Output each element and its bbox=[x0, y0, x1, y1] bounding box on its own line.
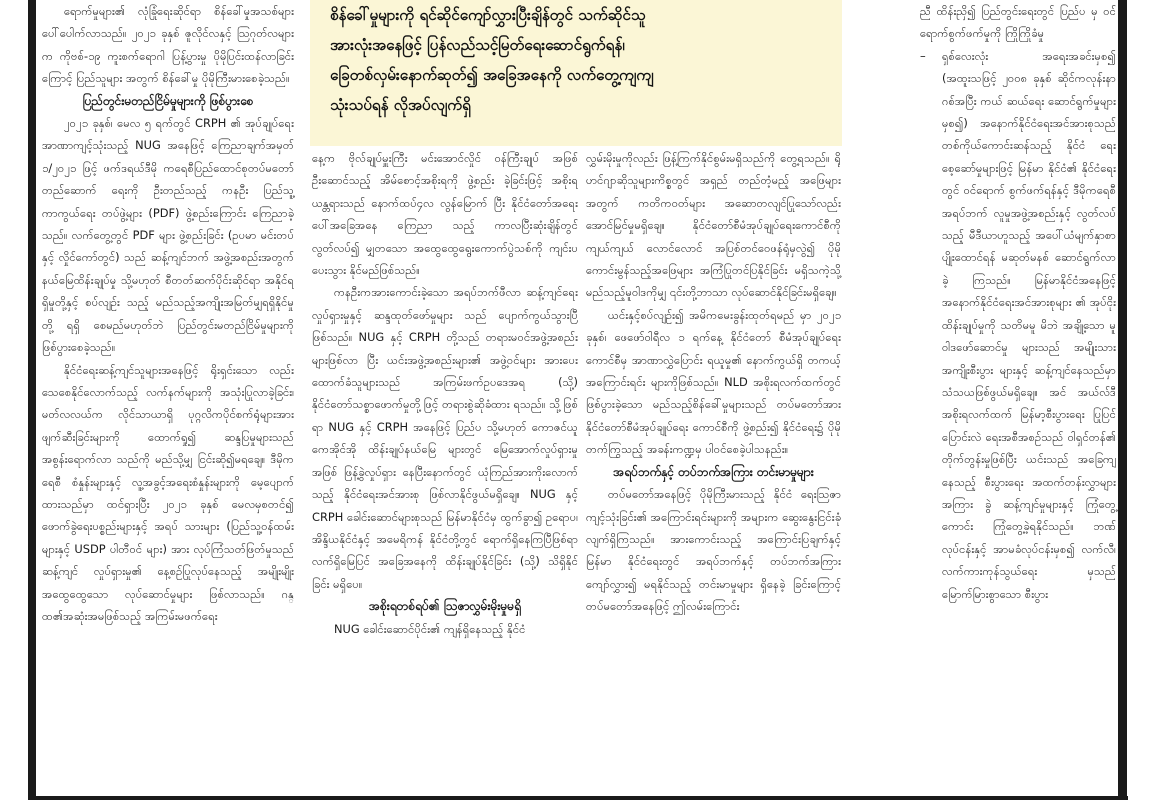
paragraph: ကနဦးကအားကောင်းခဲ့သော အရပ်ဘက်ဖီလာ ဆန့်ကျင်ရေးလှုပ်ရှားမှုနှင့် ဆန္ဒထုတ်ဖော်မှုများ သည် ပျောက်ကွယ်သွားပြီဖြစ်သည်။ NUG နှင့် CRPH တို့သည် တရားမဝင်အဖွဲ့အစည်းများဖြစ်လာ ပြီး ယင်းအဖွဲ့အစည်းများ၏ အဖွဲ့ဝင်များ အားပေး ထောက်ခံသူများသည် အကြမ်းဖက်ဥပဒေအရ (သို့) နိုင်ငံတော်သစ္စာဖောက်မှုတို့ဖြင့် တရားစွဲဆိုခံထား ရသည်။ သို့ဖြစ်ရာ NUG နှင့် CRPH အနေဖြင့် ပြည်ပ သို့မဟုတ် ကောဇင်ယူကေအိုင်အို ထိန်းချုပ်နယ်မြေ များတွင် မြေအောက်လှုပ်ရှားမှုအဖြစ် ဖြန့်ခွဲလှုပ်ရှား နေပြီးနောက်တွင် ယုံကြည်အားကိုးလောက်သည့် နိုင်ငံရေးအင်အားစု ဖြစ်လာနိုင်ဖွယ်မရှိချေ။ NUG နှင့် CRPH ခေါင်းဆောင်များစုသည် မြန်မာနိုင်ငံမှ ထွက်ခွာ၍ ဥရောပ၊ အိန္ဒိယနိုင်ငံနှင့် အမေရိကန် နိုင်ငံတို့တွင် ရောက်ရှိနေကြပြီဖြစ်ရာ လက်ရှိမြေပြင် အခြေအနေကို ထိန်းချုပ်နိုင်ခြင်း (သို့) သိရှိနိုင် ခြင်း မရှိပေ။ bbox=[312, 285, 578, 591]
paragraph: NUG ခေါင်းဆောင်ပိုင်း၏ ကျန်ရှိနေသည့် နိုင်ငံ bbox=[334, 621, 526, 636]
bullet-text: ရှစ်လေးလုံး အရေးအခင်းမှစ၍ (အထူးသဖြင့် ၂၀၀၈ ခုနှစ် ဆိုင်ကလုန်းနာဂစ်အပြီး ကယ် ဆယ်ရေး ဆောင်ရွက်မှုများမှစ၍) အနောက်နိုင်ငံရေးအင်အားစုသည် တစ်ကိုယ်ကောင်းဆန်သည့် နိုင်ငံ ရေး စေ့ဆော်မှုများဖြင့် မြန်မာ နိုင်ငံ၏ နိုင်ငံရေးတွင် ဝင်ရောက် စွက်ဖက်ရန်နှင့် ဒီမိုကရေစီ အရပ်ဘက် လူမှုအဖွဲ့အစည်းနှင့် လွတ်လပ်သည့် မီဒီယာဟူသည့် အပေါ်ယံမျက်နှာစာ ပျိုးထောင်ရန် မဆုတ်မနစ် ဆောင်ရွက်လာခဲ့ ကြသည်။ မြန်မာနိုင်ငံအနေဖြင့် အနောက်နိုင်ငံရေးအင်အားစုများ ၏ အုပ်ငိုးထိန်းချုပ်မှုကို သတိမမူ မိဘဲ အချို့သော မူဝါဒဖော်ဆောင်မှု များသည် အမျိုးသားအကျိုးစီးပွား များနှင့် ဆန့်ကျင်နေသည်မှာ သံသယဖြစ်ဖွယ်မရှိချေ။ အင် အယ်လ်ဒီ အစိုးရလက်ထက် မြန်မာ့စီးပွားရေး ပြုပြင်ပြောင်းလဲ ရေးအစီအစဉ်သည် ဝါရှင်တန်၏ တိုက်တွန်းမှုဖြစ်ပြီး ယင်းသည် အခြေကျနေသည့် စီးပွားရေး အထက်တန်းလွှာများအကြား ခွဲ ဆန့်ကျင်မှုများနှင့် ကြုံတွေ့ကောင်း ကြုံတွေ့ခဲ့ရနိုင်သည်။ ဘဏ် လုပ်ငန်းနှင့် အာမခံလုပ်ငန်းမှစ၍ လက်လီ၊ လက်ကားကုန်သွယ်ရေး မှသည် မြောက်မြားစွာသော စီးပွား bbox=[942, 48, 1116, 601]
paragraph: နိုင်ငံရေးဆန့်ကျင်သူများအနေဖြင့် ရိုးရှင်းသော လည်း သေစေနိုင်လောက်သည့် လက်နက်များကို အသုံးပြုလာခဲ့ခြင်း၊ မတ်လလယ်က လိုင်သာယာရှိ ပုဂ္ဂလိကပိုင်စက်ရုံများအား ဖျက်ဆီးခြင်းများကို ထောက်ရှု၍ ဆန္ဒပြမှုများသည် အစွန်းရောက်လာ သည်ကို မည်သို့မျှ ငြင်းဆို၍မရချေ။ ဒီမိုကရေစီ စံနှုန်းများနှင့် လူ့အခွင့်အရေးစံနှုန်းများကို မေ့ပျောက်ထားသည်မှာ ထင်ရှားပြီး ၂၀၂၁ ခုနှစ် မေလမှစတင်၍ ဖောက်ခွဲရေးပစ္စည်းများနှင့် အရပ် သားများ (ပြည်သူ့ဝန်ထမ်းများနှင့် USDP ပါတီဝင် များ) အား လုပ်ကြံသတ်ဖြတ်မှုသည် ဆန့်ကျင် လှုပ်ရှားမှု၏ နေ့စဉ်ပြုလုပ်နေသည့် အမျိုးမျိုး အထွေထွေသော လုပ်ဆောင်မှုများ ဖြစ်လာသည်။ ဂန္ထ၏အဆုံးအမဖြစ်သည့် အကြမ်းမဖက်ရေး bbox=[42, 362, 294, 623]
pull-quote-line: အားလုံးအနေဖြင့် ပြန်လည်သင့်မြတ်ရေးဆောင်ရွက်ရန်၊ bbox=[330, 36, 625, 54]
column-left bbox=[42, 0, 294, 627]
paragraph: လွှမ်းမိုးမှုကိုလည်း ဖြန့်ကြက်နိုင်စွမ်းမရှိသည်ကို တွေ့ရသည်။ ရိုဟင်ဂျာဆိုသူများကိစ္စတွင် အရှည် တည်တံ့မည့် အဖြေများအတွက် ကတိကဝတ်များ အဆောတလျင်ပြုသော်လည်း အောင်မြင်မှုမရှိချေ။ နိုင်ငံတော်စီမံအုပ်ချုပ်ရေးကောင်စီကို ကျယ်ကျယ် လောင်လောင် အပြစ်တင်ဝေဖန်ရုံမှလွဲ၍ ပိုမို ကောင်းမွန်သည့်အဖြေများ အကြံပြုတင်ပြနိုင်ခြင်း မရှိသကဲ့သို့ မည်သည့်မူဝါဒကိုမျှ ၎င်းတို့ဘာသာ လုပ်ဆောင်နိုင်ခြင်းမရှိချေ။ bbox=[586, 151, 841, 300]
subheading: ပြည်တွင်းမတည်ငြိမ်မှုများကို ဖြစ်ပွားစေ bbox=[82, 93, 254, 108]
pull-quote-line: သုံးသပ်ရန် လိုအပ်လျက်ရှိ bbox=[330, 96, 471, 114]
paragraph: တပ်မတော်အနေဖြင့် ပိုမိုကြီးမားသည့် နိုင်ငံ ရေးသြဇာကျင့်သုံးခြင်း၏ အကြောင်းရင်းများကို အများက ဆွေးနွေးငြင်းခုံလျက်ရှိကြသည်။ အားကောင်းသည့် အကြောင်းပြချက်နှင့် မြန်မာ နိုင်ငံရေးတွင် အရပ်ဘက်နှင့် တပ်ဘက်အကြား ကျော်လွှား၍ မရနိုင်သည့် တင်းမာမှုများ ရှိနေခဲ့ ခြင်းကြောင့် တပ်မတော်အနေဖြင့် ဤလမ်းကြောင်း bbox=[586, 487, 841, 614]
column-right bbox=[920, 0, 1116, 605]
pull-quote-line: စိန်ခေါ်မှုများကို ရင်ဆိုင်ကျော်လွှားပြီးချိန်တွင် သက်ဆိုင်သူ bbox=[330, 6, 646, 24]
paragraph: ညီ ထိန်းညှိ၍ ပြည်တွင်းရေးတွင် ပြည်ပ မှ ဝင်ရောက်စွက်ဖက်မှုကို ကြိုကြိုခံမှု bbox=[920, 4, 1116, 41]
column-center-left bbox=[312, 147, 578, 640]
left-border-rule bbox=[28, 0, 36, 800]
subheading: အစိုးရတစ်ရပ်၏ သြဇာလွှမ်းမိုးမှုမရှိ bbox=[368, 599, 522, 614]
paragraph: ရောက်မှုများ၏ လုံခြုံရေးဆိုင်ရာ စိန်ခေါ်မှုအသစ်များ ပေါ်ပေါက်လာသည်။ ၂၀၂၁ ခုနှစ် ဇူလိုင်လနှင့် ဩဂုတ်လများက ကိုဗစ်-၁၉ ကူးစက်ရောဂါ ပြန့်ပွားမှု ပိုမိုပြင်းထန်လာခြင်းကြောင့် ပြည်သူများ အတွက် စိန်ခေါ်မှု ပိုမိုကြီးမားစေခဲ့သည်။ bbox=[42, 4, 294, 86]
pull-quote-line: ခြေတစ်လှမ်းနောက်ဆုတ်၍ အခြေအနေကို လက်တွေ့ကျကျ bbox=[330, 66, 654, 84]
paragraph: ယင်းနှင့်စပ်လျဉ်း၍ အမိကမေးခွန်းထုတ်ရမည် မှာ ၂၀၂၁ ခုနှစ်၊ ဖေဖော်ဝါရီလ ၁ ရက်နေ့ နိုင်ငံတော် စီမံအုပ်ချုပ်ရေးကောင်စီမှ အာဏာလွှဲပြောင်း ရယူမှု၏ နောက်ကွယ်ရှိ တကယ့်အကြောင်းရင်း များကိုဖြစ်သည်။ NLD အစိုးရလက်ထက်တွင် ဖြစ်ပွားခဲ့သော မည်သည့်စိန်ခေါ်မှုများသည် တပ်မတော်အား နိုင်ငံတော်စီမံအုပ်ချုပ်ရေး ကောင်စီကို ဖွဲ့စည်း၍ နိုင်ငံရေး၌ ပိုမိုတက်ကြွသည့် အခန်းကဏ္ဍမှ ပါဝင်စေခဲ့ပါသနည်း။ bbox=[586, 307, 841, 457]
bottom-border-rule bbox=[28, 796, 1128, 800]
bullet-item bbox=[920, 45, 1116, 605]
paragraph: နေ့က ဗိုလ်ချုပ်မှူးကြီး မင်းအောင်လှိုင် ဝန်ကြီးချုပ် အဖြစ် ဦးဆောင်သည့် အိမ်စောင့်အစိုးရကို ဖွဲ့စည်း ခဲ့ခြင်းဖြင့် အစိုးရယန္တရားသည် နောက်ထပ်၄လ လွန်မြောက် ပြီး နိုင်ငံတော်အရေးပေါ်အခြေအနေ ကြေညာ သည့် ကာလပြီးဆုံးချိန်တွင် လွတ်လပ်၍ မျှတသော အထွေထွေရွေးကောက်ပွဲသစ်ကို ကျင်းပပေးသွား နိုင်မည်ဖြစ်သည်။ bbox=[312, 151, 578, 278]
right-border-rule bbox=[1118, 0, 1127, 800]
subheading: အရပ်ဘက်နှင့် တပ်ဘက်အကြား တင်းမာမှုများ bbox=[613, 464, 814, 479]
bullet-dash: – bbox=[920, 48, 926, 63]
pull-quote-box bbox=[310, 0, 842, 146]
paragraph: ၂၀၂၁ ခုနှစ်၊ မေလ ၅ ရက်တွင် CRPH ၏ အုပ်ချုပ်ရေး အာဏာကျင့်သုံးသည့် NUG အနေဖြင့် ကြေညာချက်အမှတ် ၁/၂၀၂၁ ဖြင့် ဖက်ဒရယ်ဒီမို ကရေစီပြည်ထောင်စုတပ်မတော် တည်ဆောက် ရေးကို ဦးတည်သည့် ကနဦး ပြည်သူ့ကာကွယ်ရေး တပ်ဖွဲ့များ (PDF) ဖွဲ့စည်းကြောင်း ကြေညာခဲ့သည်။ လက်တွေ့တွင် PDF များ ဖွဲ့စည်းခြင်း (ဥပမာ မင်းတပ်နှင့် လှိုင်ကော်တွင်) သည် ဆန့်ကျင်ဘက် အဖွဲ့အစည်းအတွက် နယ်မြေထိန်းချုပ်မှု သို့မဟုတ် စီတတ်ဆက်ပိုင်းဆိုင်ရာ အနိုင်ရရှိမှုတို့နှင့် စပ်လျဉ်း သည့် မည်သည့်အကျိုးအမြတ်မျှရရှိနိုင်မှုတို့ ရရှိ စေမည်မဟုတ်ဘဲ ပြည်တွင်းမတည်ငြိမ်မှုများကို ဖြစ်ပွားစေခဲ့သည်။ bbox=[42, 116, 294, 355]
column-center-right bbox=[586, 147, 841, 618]
